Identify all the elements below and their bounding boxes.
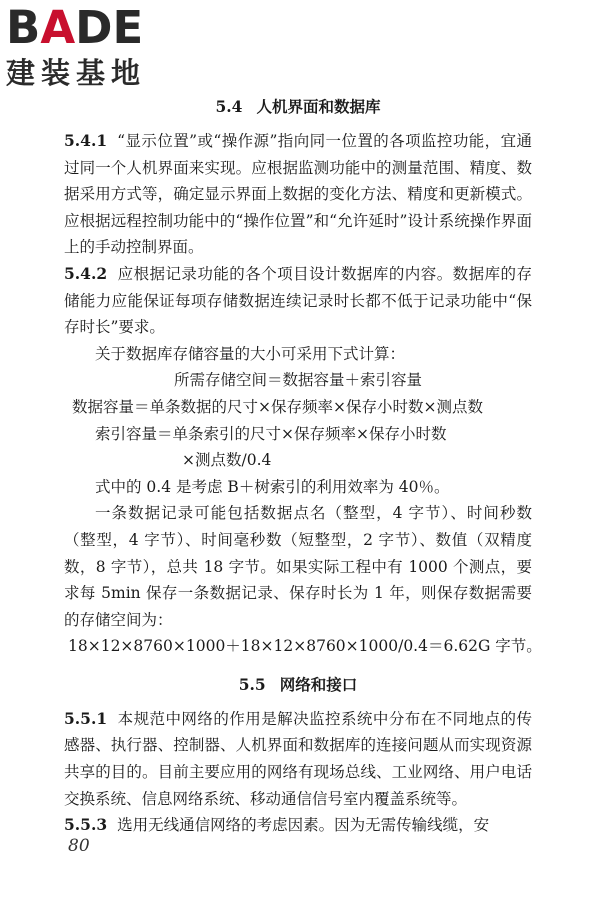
logo-wordmark: BADE [6, 1, 144, 54]
section-heading-5-5: 5.5 网络和接口 [238, 674, 358, 694]
formula-note: 式中的 0.4 是考虑 B＋树索引的利用效率为 40％。 [95, 477, 450, 496]
logo-subtitle: 建装基地 [6, 56, 147, 90]
clause-number: 5.4.1 [64, 131, 108, 150]
clause-5-4-1: 5.4.1 “显示位置”或“操作源”指向同一位置的各项监控功能，宜通过同一个人机界面来实现。应根据监测功能中的测量范围、精度、数据采用方式等，确定显示界面上数据的变化方法、精度和更新模式。应根据远程控制功能中的“操作位置”和“允许延时”设计系统操作界面上的手动控制界面。 [64, 131, 532, 257]
formula-index-capacity: 索引容量＝单条索引的尺寸×保存频率×保存小时数 [95, 424, 447, 443]
example-calculation: 18×12×8760×1000＋18×12×8760×1000/0.4＝6.62G 字节。 [68, 637, 542, 656]
clause-number: 5.5.1 [64, 708, 108, 728]
clause-number: 5.4.2 [64, 263, 108, 283]
section-heading-5-4: 5.4 人机界面和数据库 [215, 97, 381, 116]
clause-number: 5.5.3 [64, 815, 108, 835]
formula-total: 所需存储空间＝数据容量＋索引容量 [174, 371, 423, 390]
document-page [64, 88, 542, 839]
clause-5-5-1: 5.5.1 本规范中网络的作用是解决监控系统中分布在不同地点的传感器、执行器、控制器、人机界面和数据库的连接问题从而实现资源共享的目的。目前主要应用的网络有现场总线、工业网络、用户电话交换系统、信息网络系统、移动通信信号室内覆盖系统等。 [64, 708, 532, 808]
example-paragraph: 一条数据记录可能包括数据点名（整型，4 字节）、时间秒数（整型，4 字节）、时间毫秒数（短整型，2 字节）、数值（双精度数，8 字节），总共 18 字节。如果实际工程中有 1000 个测点，要求每 5min 保存一条数据记录、保存时长为 1 年，则保存数据需要的存储空间为： [64, 504, 532, 629]
bade-logo [6, 1, 176, 90]
page-number: 80 [68, 836, 90, 856]
formula-intro: 关于数据库存储容量的大小可采用下式计算： [95, 344, 406, 363]
clause-5-4-2: 5.4.2 应根据记录功能的各个项目设计数据库的内容。数据库的存储能力应能保证每项存储数据连续记录时长都不低于记录功能中“保存时长”要求。 [64, 263, 532, 337]
formula-data-capacity: 数据容量＝单条数据的尺寸×保存频率×保存小时数×测点数 [72, 397, 483, 416]
clause-5-5-3: 5.5.3 选用无线通信网络的考虑因素。因为无需传输线缆，安 [64, 815, 490, 835]
formula-index-continuation: ×测点数/0.4 [182, 451, 272, 470]
